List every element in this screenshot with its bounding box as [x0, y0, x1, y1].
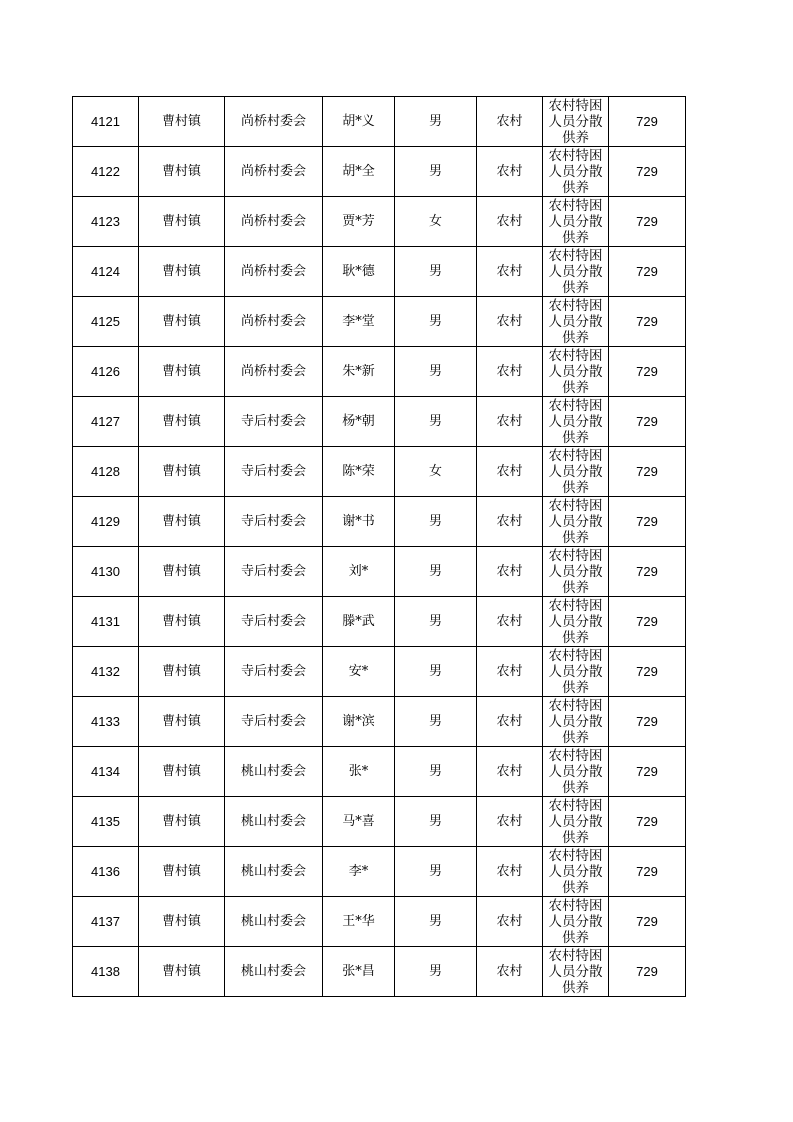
serial-number-cell: 4130: [73, 547, 139, 597]
support-category-cell: [543, 597, 609, 647]
amount-cell: 729: [609, 147, 686, 197]
gender-cell: 男: [395, 897, 477, 947]
person-name-cell: 贾*芳: [323, 197, 395, 247]
town-cell: 曹村镇: [139, 697, 225, 747]
table-row: [73, 597, 686, 647]
village-committee-cell: 尚桥村委会: [225, 197, 323, 247]
person-name-cell: 王*华: [323, 897, 395, 947]
village-committee-cell: 桃山村委会: [225, 847, 323, 897]
serial-number-cell: 4125: [73, 297, 139, 347]
gender-cell: 女: [395, 447, 477, 497]
person-name-cell: 谢*滨: [323, 697, 395, 747]
table-row: [73, 747, 686, 797]
support-category-text: 农村特困人员分散供养: [548, 398, 603, 445]
serial-number-cell: 4137: [73, 897, 139, 947]
table-row: [73, 797, 686, 847]
table-row: [73, 497, 686, 547]
village-committee-cell: 尚桥村委会: [225, 147, 323, 197]
table-row: [73, 197, 686, 247]
village-committee-cell: 桃山村委会: [225, 897, 323, 947]
person-name-cell: 陈*荣: [323, 447, 395, 497]
gender-cell: 男: [395, 347, 477, 397]
area-type-cell: 农村: [477, 747, 543, 797]
town-cell: 曹村镇: [139, 547, 225, 597]
gender-cell: 男: [395, 397, 477, 447]
support-category-text: 农村特困人员分散供养: [548, 898, 603, 945]
table-row: [73, 247, 686, 297]
town-cell: 曹村镇: [139, 897, 225, 947]
serial-number-cell: 4124: [73, 247, 139, 297]
serial-number-cell: 4136: [73, 847, 139, 897]
village-committee-cell: 寺后村委会: [225, 597, 323, 647]
person-name-cell: 滕*武: [323, 597, 395, 647]
support-category-text: 农村特困人员分散供养: [548, 948, 603, 995]
person-name-cell: 谢*书: [323, 497, 395, 547]
gender-cell: 男: [395, 697, 477, 747]
amount-cell: 729: [609, 97, 686, 147]
support-category-cell: [543, 297, 609, 347]
person-name-cell: 张*: [323, 747, 395, 797]
village-committee-cell: 寺后村委会: [225, 647, 323, 697]
area-type-cell: 农村: [477, 397, 543, 447]
person-name-cell: 胡*义: [323, 97, 395, 147]
support-category-text: 农村特困人员分散供养: [548, 648, 603, 695]
gender-cell: 男: [395, 647, 477, 697]
area-type-cell: 农村: [477, 247, 543, 297]
person-name-cell: 马*喜: [323, 797, 395, 847]
area-type-cell: 农村: [477, 697, 543, 747]
amount-cell: 729: [609, 447, 686, 497]
serial-number-cell: 4122: [73, 147, 139, 197]
area-type-cell: 农村: [477, 647, 543, 697]
support-category-text: 农村特困人员分散供养: [548, 448, 603, 495]
village-committee-cell: 尚桥村委会: [225, 297, 323, 347]
table-row: [73, 347, 686, 397]
support-category-cell: [543, 147, 609, 197]
amount-cell: 729: [609, 747, 686, 797]
support-category-cell: [543, 697, 609, 747]
table-row: [73, 297, 686, 347]
amount-cell: 729: [609, 497, 686, 547]
village-committee-cell: 寺后村委会: [225, 397, 323, 447]
support-category-cell: [543, 97, 609, 147]
table-row: [73, 397, 686, 447]
town-cell: 曹村镇: [139, 747, 225, 797]
gender-cell: 男: [395, 247, 477, 297]
person-name-cell: 耿*德: [323, 247, 395, 297]
serial-number-cell: 4138: [73, 947, 139, 997]
table-row: [73, 847, 686, 897]
area-type-cell: 农村: [477, 147, 543, 197]
serial-number-cell: 4123: [73, 197, 139, 247]
gender-cell: 男: [395, 797, 477, 847]
gender-cell: 男: [395, 547, 477, 597]
village-committee-cell: 寺后村委会: [225, 547, 323, 597]
area-type-cell: 农村: [477, 197, 543, 247]
town-cell: 曹村镇: [139, 97, 225, 147]
town-cell: 曹村镇: [139, 147, 225, 197]
serial-number-cell: 4129: [73, 497, 139, 547]
support-category-cell: [543, 797, 609, 847]
serial-number-cell: 4131: [73, 597, 139, 647]
amount-cell: 729: [609, 247, 686, 297]
records-table: [72, 96, 686, 997]
village-committee-cell: 桃山村委会: [225, 747, 323, 797]
person-name-cell: 李*堂: [323, 297, 395, 347]
serial-number-cell: 4121: [73, 97, 139, 147]
person-name-cell: 杨*朝: [323, 397, 395, 447]
support-category-cell: [543, 747, 609, 797]
table-row: [73, 647, 686, 697]
support-category-cell: [543, 497, 609, 547]
area-type-cell: 农村: [477, 947, 543, 997]
area-type-cell: 农村: [477, 797, 543, 847]
area-type-cell: 农村: [477, 347, 543, 397]
support-category-cell: [543, 897, 609, 947]
village-committee-cell: 尚桥村委会: [225, 347, 323, 397]
table-row: [73, 147, 686, 197]
support-category-text: 农村特困人员分散供养: [548, 598, 603, 645]
support-category-text: 农村特困人员分散供养: [548, 148, 603, 195]
village-committee-cell: 寺后村委会: [225, 697, 323, 747]
town-cell: 曹村镇: [139, 847, 225, 897]
support-category-cell: [543, 247, 609, 297]
support-category-cell: [543, 847, 609, 897]
town-cell: 曹村镇: [139, 597, 225, 647]
gender-cell: 女: [395, 197, 477, 247]
serial-number-cell: 4126: [73, 347, 139, 397]
person-name-cell: 安*: [323, 647, 395, 697]
area-type-cell: 农村: [477, 847, 543, 897]
table-row: [73, 697, 686, 747]
amount-cell: 729: [609, 547, 686, 597]
support-category-text: 农村特困人员分散供养: [548, 748, 603, 795]
gender-cell: 男: [395, 597, 477, 647]
support-category-text: 农村特困人员分散供养: [548, 298, 603, 345]
amount-cell: 729: [609, 597, 686, 647]
gender-cell: 男: [395, 747, 477, 797]
area-type-cell: 农村: [477, 297, 543, 347]
village-committee-cell: 寺后村委会: [225, 447, 323, 497]
support-category-text: 农村特困人员分散供养: [548, 348, 603, 395]
town-cell: 曹村镇: [139, 247, 225, 297]
person-name-cell: 胡*全: [323, 147, 395, 197]
village-committee-cell: 尚桥村委会: [225, 97, 323, 147]
support-category-text: 农村特困人员分散供养: [548, 248, 603, 295]
table-row: [73, 547, 686, 597]
serial-number-cell: 4134: [73, 747, 139, 797]
person-name-cell: 李*: [323, 847, 395, 897]
support-category-text: 农村特困人员分散供养: [548, 98, 603, 145]
support-category-text: 农村特困人员分散供养: [548, 698, 603, 745]
town-cell: 曹村镇: [139, 647, 225, 697]
town-cell: 曹村镇: [139, 397, 225, 447]
serial-number-cell: 4132: [73, 647, 139, 697]
village-committee-cell: 尚桥村委会: [225, 247, 323, 297]
support-category-cell: [543, 647, 609, 697]
amount-cell: 729: [609, 697, 686, 747]
area-type-cell: 农村: [477, 97, 543, 147]
gender-cell: 男: [395, 497, 477, 547]
town-cell: 曹村镇: [139, 297, 225, 347]
serial-number-cell: 4128: [73, 447, 139, 497]
town-cell: 曹村镇: [139, 447, 225, 497]
support-category-text: 农村特困人员分散供养: [548, 548, 603, 595]
gender-cell: 男: [395, 97, 477, 147]
town-cell: 曹村镇: [139, 197, 225, 247]
village-committee-cell: 寺后村委会: [225, 497, 323, 547]
town-cell: 曹村镇: [139, 497, 225, 547]
person-name-cell: 张*昌: [323, 947, 395, 997]
gender-cell: 男: [395, 947, 477, 997]
support-category-cell: [543, 197, 609, 247]
support-category-text: 农村特困人员分散供养: [548, 848, 603, 895]
support-category-cell: [543, 397, 609, 447]
table-row: [73, 97, 686, 147]
amount-cell: 729: [609, 897, 686, 947]
support-category-text: 农村特困人员分散供养: [548, 498, 603, 545]
area-type-cell: 农村: [477, 447, 543, 497]
table-row: [73, 447, 686, 497]
person-name-cell: 刘*: [323, 547, 395, 597]
amount-cell: 729: [609, 947, 686, 997]
gender-cell: 男: [395, 847, 477, 897]
support-category-cell: [543, 547, 609, 597]
village-committee-cell: 桃山村委会: [225, 797, 323, 847]
table-row: [73, 947, 686, 997]
support-category-cell: [543, 947, 609, 997]
amount-cell: 729: [609, 297, 686, 347]
village-committee-cell: 桃山村委会: [225, 947, 323, 997]
amount-cell: 729: [609, 197, 686, 247]
serial-number-cell: 4133: [73, 697, 139, 747]
area-type-cell: 农村: [477, 547, 543, 597]
area-type-cell: 农村: [477, 597, 543, 647]
table-row: [73, 897, 686, 947]
records-table-body: [73, 97, 686, 997]
person-name-cell: 朱*新: [323, 347, 395, 397]
gender-cell: 男: [395, 147, 477, 197]
gender-cell: 男: [395, 297, 477, 347]
support-category-text: 农村特困人员分散供养: [548, 798, 603, 845]
support-category-cell: [543, 347, 609, 397]
amount-cell: 729: [609, 847, 686, 897]
town-cell: 曹村镇: [139, 347, 225, 397]
amount-cell: 729: [609, 797, 686, 847]
amount-cell: 729: [609, 647, 686, 697]
amount-cell: 729: [609, 347, 686, 397]
amount-cell: 729: [609, 397, 686, 447]
area-type-cell: 农村: [477, 497, 543, 547]
serial-number-cell: 4135: [73, 797, 139, 847]
town-cell: 曹村镇: [139, 947, 225, 997]
area-type-cell: 农村: [477, 897, 543, 947]
serial-number-cell: 4127: [73, 397, 139, 447]
support-category-text: 农村特困人员分散供养: [548, 198, 603, 245]
town-cell: 曹村镇: [139, 797, 225, 847]
support-category-cell: [543, 447, 609, 497]
